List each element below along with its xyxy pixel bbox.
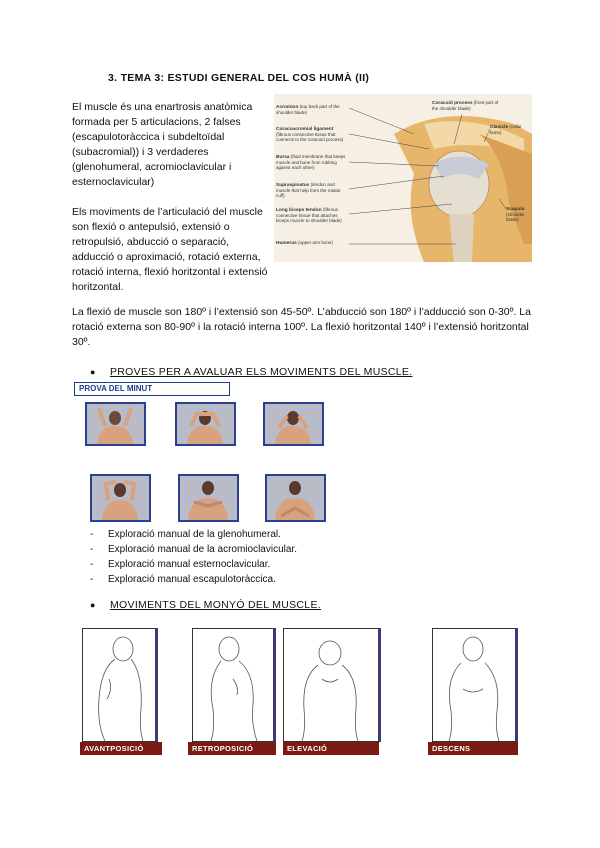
test-photo-5 (178, 474, 239, 522)
list-item: - Exploració manual de la acromioclavicular. (90, 544, 297, 555)
label-coracoacromial-ligament: Coracoacromial ligament (fibrous connective tissue that connects to the coracoid process) (276, 127, 344, 142)
label-acromion: Acromion (top back part of the shoulder blade) (276, 104, 340, 115)
label-retroposicio: RETROPOSICIÓ (188, 742, 276, 755)
intro-paragraph-1: El muscle és una enartrosis anatòmica formada per 5 articulacions, 2 falses (escapulotoràccica i subdeltoïdal (subacromial)) i 3 verdaderes (glenohumeral, acromioclavicular i esternoclavicular) (72, 101, 253, 188)
intro-paragraph-2: Els moviments de l’articulació del muscle son flexió o antepulsió, extensió o retropulsió, abducció o separació, adducció o aproximació, rotació externa, rotació interna, flexió horitzontal i extensió horitzontal. (72, 206, 268, 293)
test-photo-1 (85, 402, 146, 446)
label-long-biceps-tendon: Long biceps tendon (fibrous connective tissue that attaches biceps muscle to shoulder blade) (276, 207, 342, 223)
page-title: 3. TEMA 3: ESTUDI GENERAL DEL COS HUMÀ (II) (108, 72, 370, 84)
label-scapula: Scapula (shoulder blade) (506, 207, 525, 222)
label-supraspinatus: Supraspinatus (tendon and muscle that help form the rotator cuff) (276, 182, 341, 198)
label-bursa: Bursa (fluid membrane that keeps muscle and bone from rubbing against each other) (276, 154, 346, 170)
exploracions-list (90, 527, 297, 587)
label-avantposicio: AVANTPOSICIÓ (80, 742, 162, 755)
intro-text (72, 100, 268, 310)
sketch-descens (432, 628, 518, 742)
list-item: - Exploració manual de la glenohumeral. (90, 529, 281, 540)
list-item: - Exploració manual escapulotoràccica. (90, 574, 276, 585)
bullet-moviments-text: MOVIMENTS DEL MONYÓ DEL MUSCLE. (110, 599, 321, 611)
test-photo-3 (263, 402, 324, 446)
list-item: - Exploració manual esternoclavicular. (90, 559, 271, 570)
label-descens: DESCENS (428, 742, 518, 755)
bullet-dot-icon: ● (90, 600, 96, 610)
label-elevacio: ELEVACIÓ (283, 742, 379, 755)
shoulder-anatomy-illustration (274, 94, 532, 262)
test-photo-2 (175, 402, 236, 446)
bullet-moviments (90, 599, 321, 611)
range-of-motion-paragraph: La flexió de muscle son 180º i l’extensió son 45-50º. L’abducció son 180º i l’adducció son 0-30º. La rotació externa son 80-90º i la rotació interna 100º. La flexió horitzontal 140º i l’extensió horitzontal 30º. (72, 306, 531, 348)
bullet-dot-icon: ● (90, 367, 96, 377)
label-humerus: Humerus (upper arm bone) (276, 240, 333, 246)
prova-del-minut-label: PROVA DEL MINUT (74, 382, 230, 396)
sketch-avantposicio (82, 628, 158, 742)
bullet-proves-text: PROVES PER A AVALUAR ELS MOVIMENTS DEL MUSCLE. (110, 366, 413, 378)
bullet-proves (90, 366, 412, 378)
sketch-retroposicio (192, 628, 276, 742)
label-clavicle: Clavicle (collar bone) (490, 124, 522, 135)
sketch-elevacio (283, 628, 381, 742)
label-coracoid-process: Coracoid process (front part of the shoulder blade) (432, 100, 499, 111)
test-photo-4 (90, 474, 151, 522)
test-photo-6 (265, 474, 326, 522)
